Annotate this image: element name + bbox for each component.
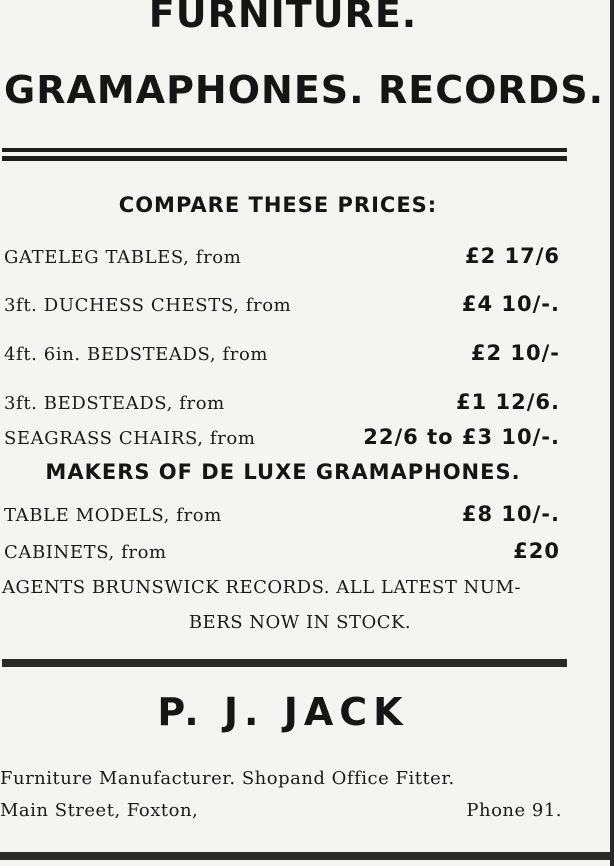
price-item-label: TABLE MODELS, from	[4, 505, 222, 526]
price-row-bedsteads-3ft	[4, 384, 564, 414]
agents-notice-line-1: AGENTS BRUNSWICK RECORDS. ALL LATEST NUM-	[2, 577, 521, 598]
price-item-label: 3ft. DUCHESS CHESTS, from	[4, 295, 292, 316]
headline-furniture: FURNITURE.	[148, 0, 418, 36]
price-item-label: 3ft. BEDSTEADS, from	[4, 393, 225, 414]
price-value: £2 17/6	[464, 244, 560, 268]
divider-top-2	[2, 156, 567, 161]
price-row-cabinets	[4, 533, 564, 563]
divider-bottom	[0, 852, 610, 860]
price-value: £2 10/-	[470, 341, 560, 365]
headline-records: RECORDS.	[378, 68, 605, 112]
column-edge-rule	[610, 0, 614, 866]
business-address: Main Street, Foxton,	[0, 800, 199, 821]
makers-heading: MAKERS OF DE LUXE GRAMAPHONES.	[45, 460, 521, 484]
price-value: £4 10/-.	[461, 292, 560, 316]
price-row-seagrass-chairs	[4, 419, 564, 449]
divider-middle	[2, 659, 567, 667]
price-item-label: GATELEG TABLES, from	[4, 247, 242, 268]
price-row-duchess-chests	[4, 286, 564, 316]
compare-heading: COMPARE THESE PRICES:	[118, 193, 438, 217]
business-phone: Phone 91.	[466, 800, 562, 821]
business-name: P. J. JACK	[157, 690, 409, 734]
price-value: 22/6 to £3 10/-.	[363, 425, 560, 449]
price-value: £8 10/-.	[461, 502, 560, 526]
price-value: £20	[513, 539, 560, 563]
price-row-gateleg-tables	[4, 238, 564, 268]
price-row-bedsteads-4ft	[4, 335, 564, 365]
agents-notice-line-2: BERS NOW IN STOCK.	[188, 612, 412, 633]
headline-gramophones: GRAMAPHONES.	[4, 68, 365, 112]
divider-top-1	[2, 148, 567, 152]
price-item-label: 4ft. 6in. BEDSTEADS, from	[4, 344, 269, 365]
business-trade: Furniture Manufacturer. Shopand Office Fitter.	[0, 768, 455, 789]
price-item-label: SEAGRASS CHAIRS, from	[4, 428, 256, 449]
price-value: £1 12/6.	[455, 390, 560, 414]
price-row-table-models	[4, 496, 564, 526]
price-item-label: CABINETS, from	[4, 542, 167, 563]
